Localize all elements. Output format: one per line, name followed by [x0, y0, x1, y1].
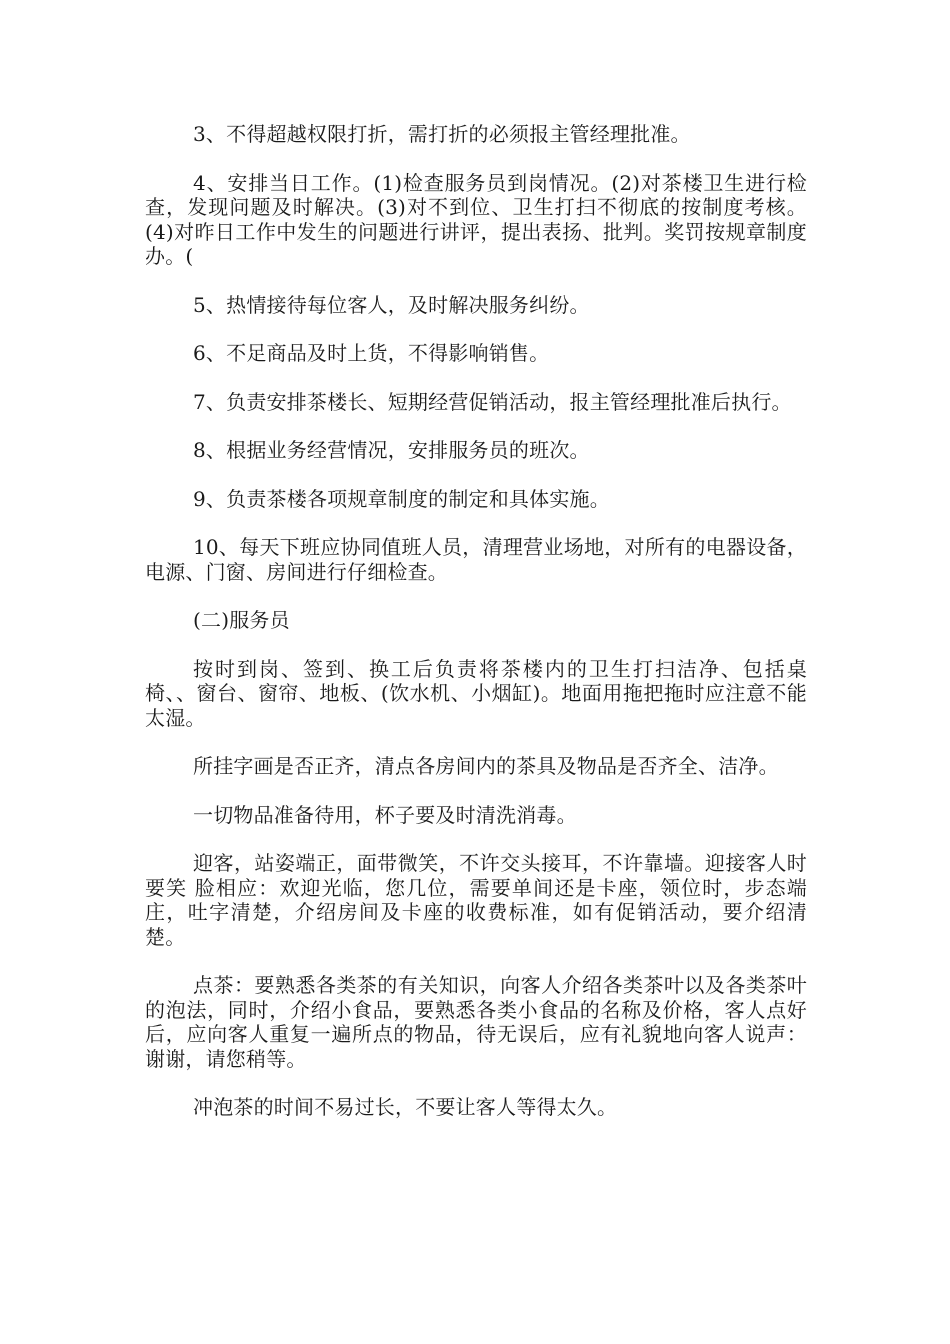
paragraph-9: 9、负责茶楼各项规章制度的制定和具体实施。	[193, 486, 610, 511]
document-body	[145, 122, 807, 1144]
paragraph-5: 5、热情接待每位客人，及时解决服务纠纷。	[193, 292, 590, 317]
paragraph-8: 8、根据业务经营情况，安排服务员的班次。	[193, 438, 590, 462]
paragraph-greeting-guests: 迎客，站姿端正，面带微笑，不许交头接耳，不许靠墙。迎接客人时要笑 脸相应：欢迎光临，您几位，需要单间还是卡座，领位时，步态端庄，吐字清楚，介绍房间及卡座的收费标准，如有促销活动，要介绍清楚。	[145, 851, 807, 949]
paragraph-ordering-tea: 点茶：要熟悉各类茶的有关知识，向客人介绍各类茶叶以及各类茶叶的泡法，同时，介绍小食品，要熟悉各类小食品的名称及价格，客人点好后，应向客人重复一遍所点的物品，待无误后，应有礼貌地向客人说声：谢谢，请您稍等。	[145, 973, 807, 1071]
paragraph-10: 10、每天下班应协同值班人员，清理营业场地，对所有的电器设备，电源、门窗、房间进行仔细检查。	[145, 535, 807, 584]
paragraph-4: 4、安排当日工作。(1)检查服务员到岗情况。(2)对茶楼卫生进行检查，发现问题及时解决。(3)对不到位、卫生打扫不彻底的按制度考核。(4)对昨日工作中发生的问题进行讲评，提出表扬、批判。奖罚按规章制度办。(	[145, 170, 807, 268]
paragraph-brewing-time: 冲泡茶的时间不易过长，不要让客人等得太久。	[193, 1095, 618, 1119]
paragraph-items-ready: 一切物品准备待用，杯子要及时清洗消毒。	[193, 802, 577, 827]
paragraph-6: 6、不足商品及时上货，不得影响销售。	[193, 341, 550, 365]
paragraph-3: 3、不得超越权限打折，需打折的必须报主管经理批准。	[193, 122, 691, 146]
section-heading-waiter: (二)服务员	[193, 608, 290, 632]
paragraph-paintings-check: 所挂字画是否正齐，清点各房间内的茶具及物品是否齐全、洁净。	[193, 754, 779, 778]
paragraph-7: 7、负责安排茶楼长、短期经营促销活动，报主管经理批准后执行。	[193, 389, 792, 414]
paragraph-arrival-cleaning: 按时到岗、签到、换工后负责将茶楼内的卫生打扫洁净、包括桌椅、、窗台、窗帘、地板、(饮水机、小烟缸)。地面用拖把拖时应注意不能太湿。	[145, 656, 807, 730]
